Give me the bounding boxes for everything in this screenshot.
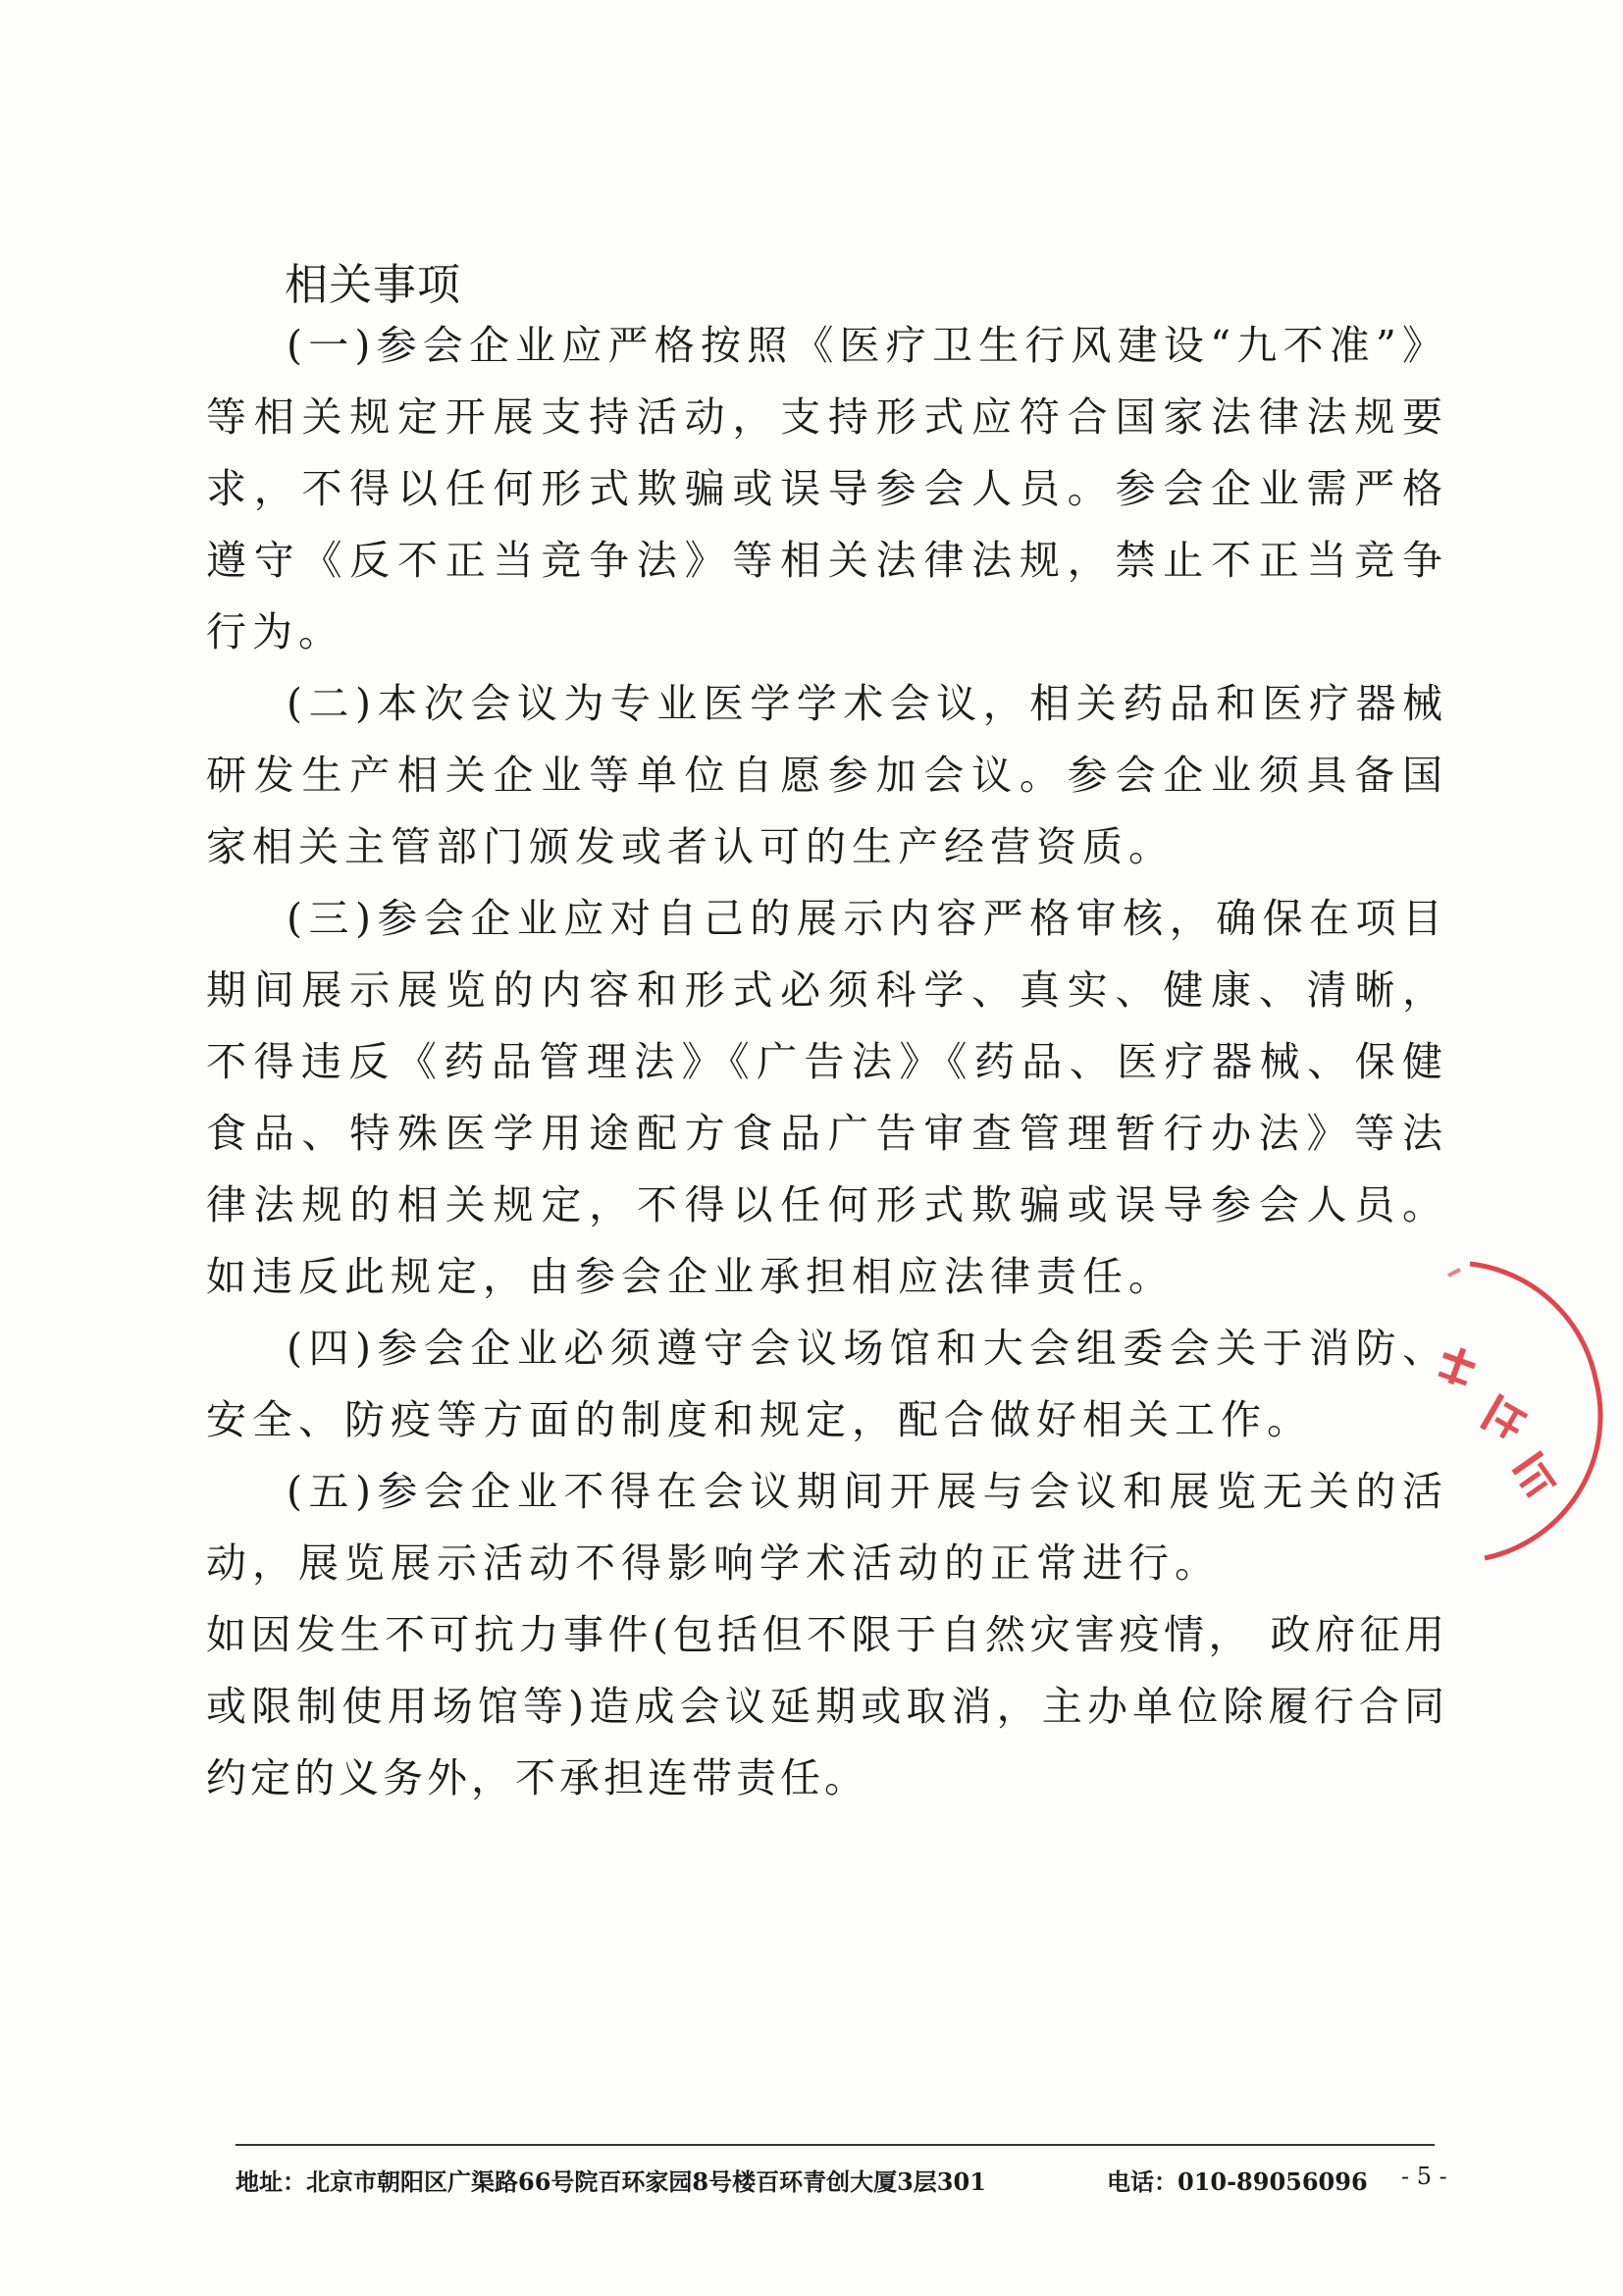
seal-glyph-2 (1480, 1393, 1530, 1445)
footer-phone: 电话：010-89056096 (1107, 2167, 1368, 2196)
paragraph-1: (一)参会企业应严格按照《医疗卫生行风建设“九不准”》等相关规定开展支持活动，支持形式应符合国家法律法规要求，不得以任何形式欺骗或误导参会人员。参会企业需严格遵守《反不正当竞争法》等相关法律法规，禁止不正当竞争行为。 (206, 322, 1448, 655)
paragraph-2: (二)本次会议为专业医学学术会议，相关药品和医疗器械研发生产相关企业等单位自愿参加会议。参会企业须具备国家相关主管部门颁发或者认可的生产经营资质。 (206, 680, 1448, 870)
footer-address: 地址：北京市朝阳区广渠路66号院百环家园8号楼百环青创大厦3层301 (236, 2167, 986, 2196)
paragraph-3: (三)参会企业应对自己的展示内容严格审核，确保在项目期间展示展览的内容和形式必须科学、真实、健康、清晰，不得违反《药品管理法》《广告法》《药品、医疗器械、保健食品、特殊医学用途配方食品广告审查管理暂行办法》等法律法规的相关规定，不得以任何形式欺骗或误导参会人员。如违反此规定，由参会企业承担相应法律责任。 (206, 895, 1448, 1300)
section-heading: 相关事项 (285, 260, 461, 310)
paragraph-6: 如因发生不可抗力事件(包括但不限于自然灾害疫情， 政府征用或限制使用场馆等)造成会议延期或取消，主办单位除履行合同约定的义务外，不承担连带责任。 (206, 1611, 1448, 1801)
seal-glyph-3 (1510, 1450, 1562, 1502)
red-seal-stamp (1431, 1246, 1623, 1570)
page-number: - 5 - (1401, 2163, 1447, 2190)
seal-glyph-1 (1435, 1343, 1479, 1389)
paragraph-4: (四)参会企业必须遵守会议场馆和大会组委会关于消防、安全、防疫等方面的制度和规定，配合做好相关工作。 (206, 1325, 1448, 1443)
document-body (206, 310, 1448, 1814)
paragraph-5: (五)参会企业不得在会议期间开展与会议和展览无关的活动，展览展示活动不得影响学术活动的正常进行。 (206, 1468, 1448, 1587)
footer-divider (236, 2144, 1435, 2146)
